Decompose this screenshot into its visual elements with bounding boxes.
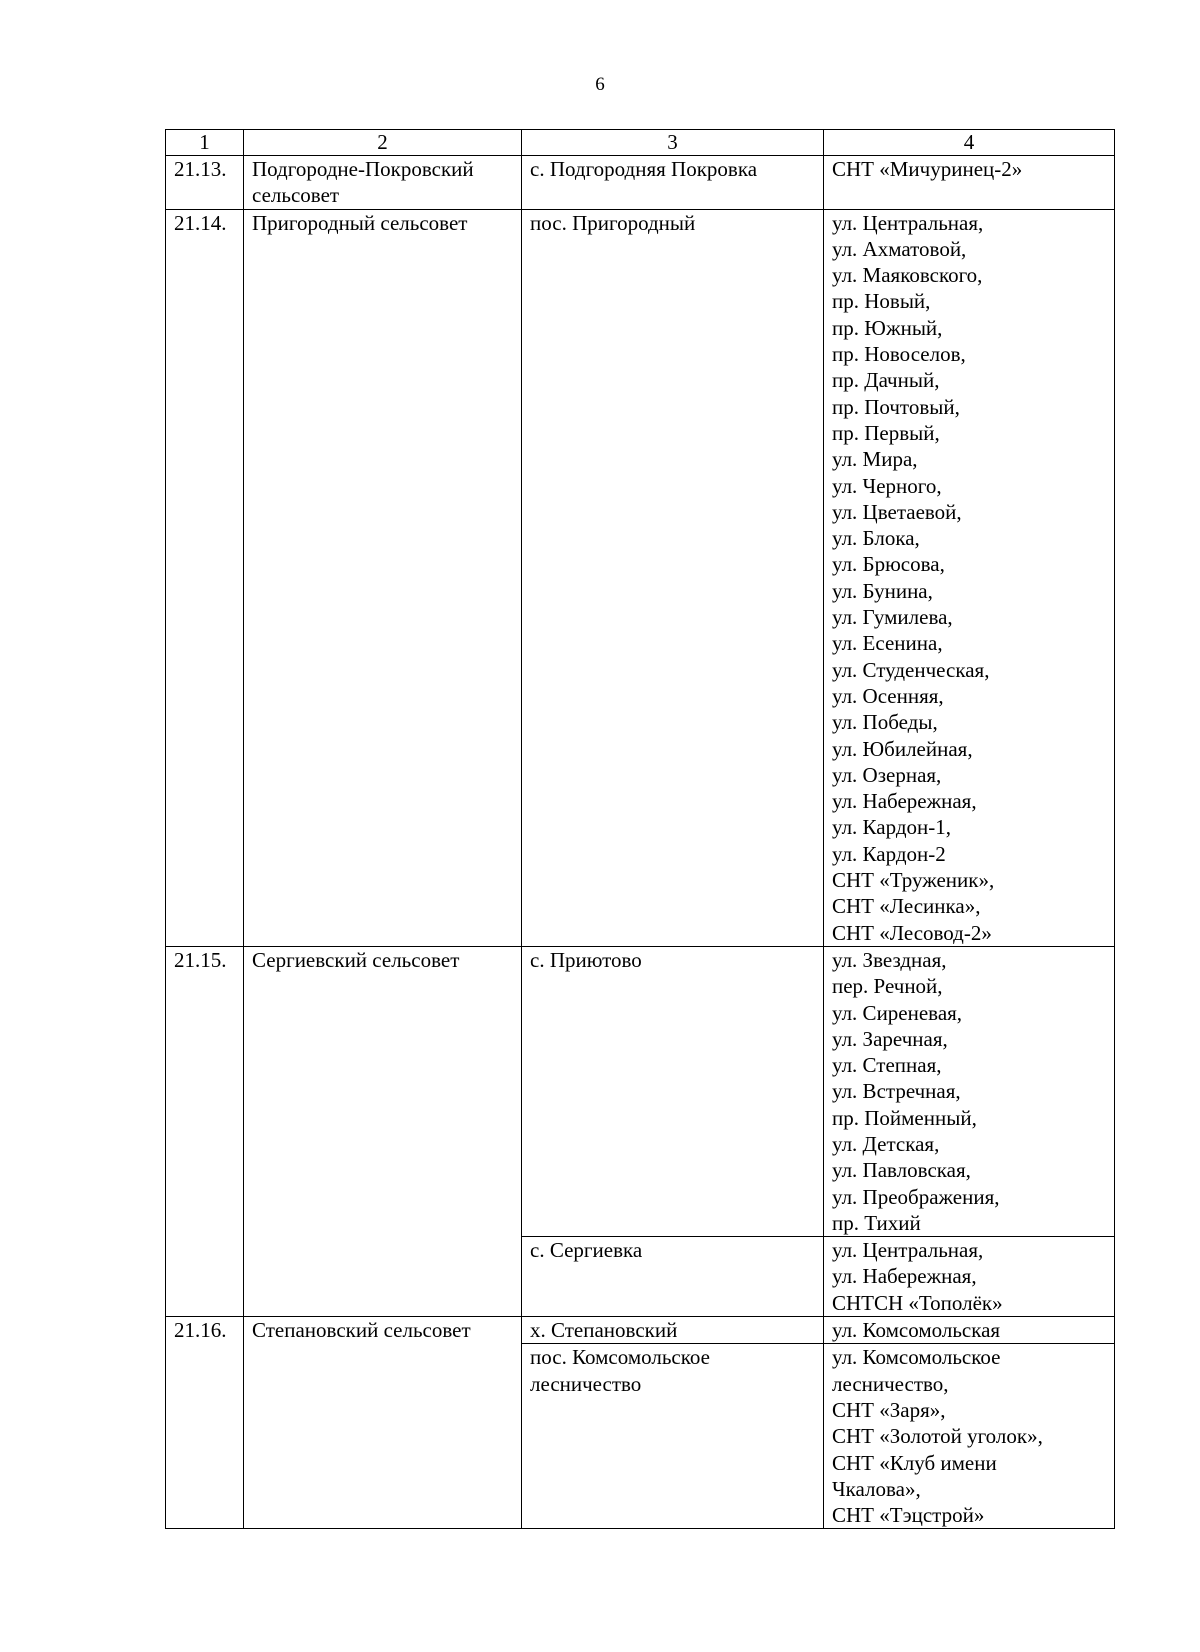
street-list [824,156,1115,210]
settlement-name: пос. Комсомольское лесничество [522,1344,824,1529]
row-number: 21.13. [166,156,244,210]
street-item: пер. Речной, [832,974,943,999]
street-item: СНТ «Лесинка», [832,894,981,919]
street-item: ул. Озерная, [832,762,942,787]
street-item: пр. Пойменный, [832,1105,977,1130]
table-row [166,946,1115,1236]
street-item: ул. Комсомольская [832,1318,1001,1343]
street-item: ул. Центральная, [832,210,984,235]
settlement-name: с. Приютово [522,946,824,1236]
settlement-name: с. Подгородняя Покровка [522,156,824,210]
row-number: 21.16. [166,1317,244,1529]
header-col-3: 3 [522,130,824,156]
street-item: ул. Осенняя, [832,683,944,708]
settlements-table [165,129,1115,1529]
page-number: 6 [595,74,605,95]
street-item: ул. Гумилева, [832,605,953,630]
row-number: 21.14. [166,209,244,946]
street-item: ул. Маяковского, [832,263,983,288]
street-item: СНТ «Лесовод-2» [832,920,992,945]
street-item: ул. Студенческая, [832,657,990,682]
street-list [824,946,1115,1236]
row-number: 21.15. [166,946,244,1316]
street-item: СНТСН «Тополёк» [832,1290,1003,1315]
settlement-name: пос. Пригородный [522,209,824,946]
street-item: ул. Кардон-2 [832,841,946,866]
settlement-name: с. Сергиевка [522,1237,824,1317]
settlement-name: х. Степановский [522,1317,824,1344]
street-item: ул. Победы, [832,710,938,735]
street-item: ул. Детская, [832,1131,940,1156]
street-item: ул. Юбилейная, [832,736,973,761]
street-list [824,209,1115,946]
street-item: ул. Кардон-1, [832,815,951,840]
street-item: ул. Павловская, [832,1158,971,1183]
table-row [166,156,1115,210]
table-body [166,156,1115,1529]
street-item: СНТ «Мичуринец-2» [832,157,1023,181]
street-item: пр. Южный, [832,315,943,340]
street-item: ул. Блока, [832,526,920,551]
street-item: ул. Встречная, [832,1079,961,1104]
street-item: ул. Комсомольское [832,1345,1001,1370]
street-item: ул. Есенина, [832,631,943,656]
street-item: ул. Сиреневая, [832,1000,963,1025]
street-item: СНТ «Труженик», [832,868,995,893]
street-item: пр. Почтовый, [832,394,960,419]
street-item: СНТ «Клуб имени [832,1450,997,1475]
header-col-1: 1 [166,130,244,156]
street-item: ул. Степная, [832,1053,942,1078]
council-name: Сергиевский сельсовет [244,946,522,1316]
council-name: Степановский сельсовет [244,1317,522,1529]
street-item: ул. Центральная, [832,1238,984,1263]
street-item: ул. Черного, [832,473,942,498]
street-list [824,1344,1115,1529]
street-item: пр. Первый, [832,420,940,445]
street-item: ул. Брюсова, [832,552,945,577]
street-item: ул. Цветаевой, [832,499,962,524]
table-header-row [166,130,1115,156]
street-item: Чкалова», [832,1476,921,1501]
street-item: ул. Мира, [832,447,918,472]
street-item: ул. Заречная, [832,1026,948,1051]
street-item: пр. Тихий [832,1210,921,1235]
street-list [824,1317,1115,1344]
council-name: Пригородный сельсовет [244,209,522,946]
street-item: СНТ «Заря», [832,1397,946,1422]
street-item: пр. Дачный, [832,368,940,393]
street-item: лесничество, [832,1371,949,1396]
table-row [166,1317,1115,1344]
street-item: ул. Набережная, [832,1264,977,1289]
street-item: ул. Звездная, [832,947,947,972]
street-item: пр. Новый, [832,289,931,314]
header-col-2: 2 [244,130,522,156]
street-item: ул. Набережная, [832,789,977,814]
table-row [166,209,1115,946]
street-item: ул. Преображения, [832,1184,1000,1209]
street-item: ул. Бунина, [832,578,933,603]
street-list [824,1237,1115,1317]
council-name: Подгородне-Покровский сельсовет [244,156,522,210]
street-item: ул. Ахматовой, [832,236,967,261]
street-item: СНТ «Тэцстрой» [832,1503,985,1528]
street-item: СНТ «Золотой уголок», [832,1424,1043,1449]
street-item: пр. Новоселов, [832,342,966,367]
header-col-4: 4 [824,130,1115,156]
